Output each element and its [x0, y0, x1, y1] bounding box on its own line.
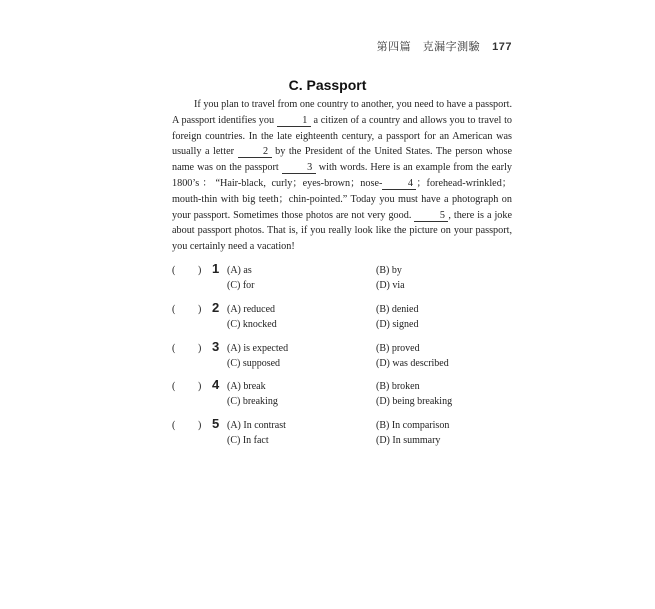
option-d[interactable]: (D) In summary	[376, 434, 441, 446]
option-c[interactable]: (C) supposed	[227, 357, 281, 369]
option-b[interactable]: (B) by	[376, 265, 402, 276]
question-1	[172, 261, 512, 294]
answer-paren-open[interactable]: (	[172, 304, 176, 315]
passage-text: If you plan to travel from one country to another, you need to have a passport. A passport identifies you	[172, 99, 512, 126]
question-number: 5	[212, 416, 220, 431]
answer-paren-close: )	[198, 343, 202, 354]
blank-4: 4	[382, 178, 416, 190]
passage-text: , there is a joke about passport photos. That is, if you really look like the picture on your passport, you certainly need a vacation!	[172, 209, 513, 253]
option-a[interactable]: (A) reduced	[227, 304, 276, 315]
page-header	[377, 38, 512, 54]
question-5	[172, 416, 512, 449]
passage-text: by the President of the United States. The person whose name was on the passport	[172, 146, 512, 174]
option-c[interactable]: (C) for	[227, 279, 255, 291]
answer-paren-open[interactable]: (	[172, 265, 176, 276]
option-d[interactable]: (D) being breaking	[376, 395, 453, 407]
option-d[interactable]: (D) was described	[376, 357, 449, 369]
option-a[interactable]: (A) is expected	[227, 343, 289, 354]
answer-paren-close: )	[198, 420, 202, 431]
option-a[interactable]: (A) In contrast	[227, 420, 286, 431]
option-b[interactable]: (B) broken	[376, 381, 420, 392]
question-2	[172, 300, 512, 333]
passage-text: a citizen of a country and allows you to travel to foreign countries. In the late eighteenth century, a passport for an American was usually a letter	[172, 114, 512, 158]
blank-2: 2	[238, 146, 272, 158]
question-3	[172, 339, 512, 372]
blank-3: 3	[282, 162, 316, 174]
answer-paren-close: )	[198, 381, 202, 392]
option-c[interactable]: (C) In fact	[227, 434, 269, 446]
question-number: 3	[212, 339, 220, 354]
option-b[interactable]: (B) In comparison	[376, 420, 450, 431]
option-d[interactable]: (D) signed	[376, 318, 419, 330]
chapter-title: 第四篇 克漏字測驗	[376, 40, 481, 53]
option-a[interactable]: (A) break	[227, 381, 266, 392]
option-b[interactable]: (B) denied	[376, 304, 419, 315]
question-number: 4	[212, 377, 220, 392]
option-b[interactable]: (B) proved	[376, 343, 420, 354]
option-c[interactable]: (C) knocked	[227, 318, 277, 330]
answer-paren-open[interactable]: (	[172, 381, 176, 392]
option-d[interactable]: (D) via	[376, 279, 405, 291]
answer-paren-open[interactable]: (	[172, 343, 176, 354]
page-number: 177	[492, 41, 512, 53]
answer-paren-close: )	[198, 265, 202, 276]
question-4	[172, 377, 512, 410]
blank-1: 1	[277, 115, 311, 127]
option-c[interactable]: (C) breaking	[227, 395, 278, 407]
reading-passage	[172, 97, 512, 255]
passage-text: ；forehead-wrinkled；mouth-thin with big teeth；chin-pointed.” Today you must have a photograph on your passport. Sometimes those photos are not very good.	[172, 177, 512, 221]
passage-paragraph	[172, 97, 512, 255]
blank-5: 5	[414, 210, 448, 222]
option-a[interactable]: (A) as	[227, 265, 252, 276]
answer-paren-close: )	[198, 304, 202, 315]
answer-paren-open[interactable]: (	[172, 420, 176, 431]
question-number: 2	[212, 300, 220, 315]
section-title: C. Passport	[288, 77, 367, 93]
question-number: 1	[212, 261, 220, 276]
passage-text: with words. Here is an example from the early 1800’s：“Hair-black, curly；eyes-brown；nose-	[172, 162, 512, 189]
